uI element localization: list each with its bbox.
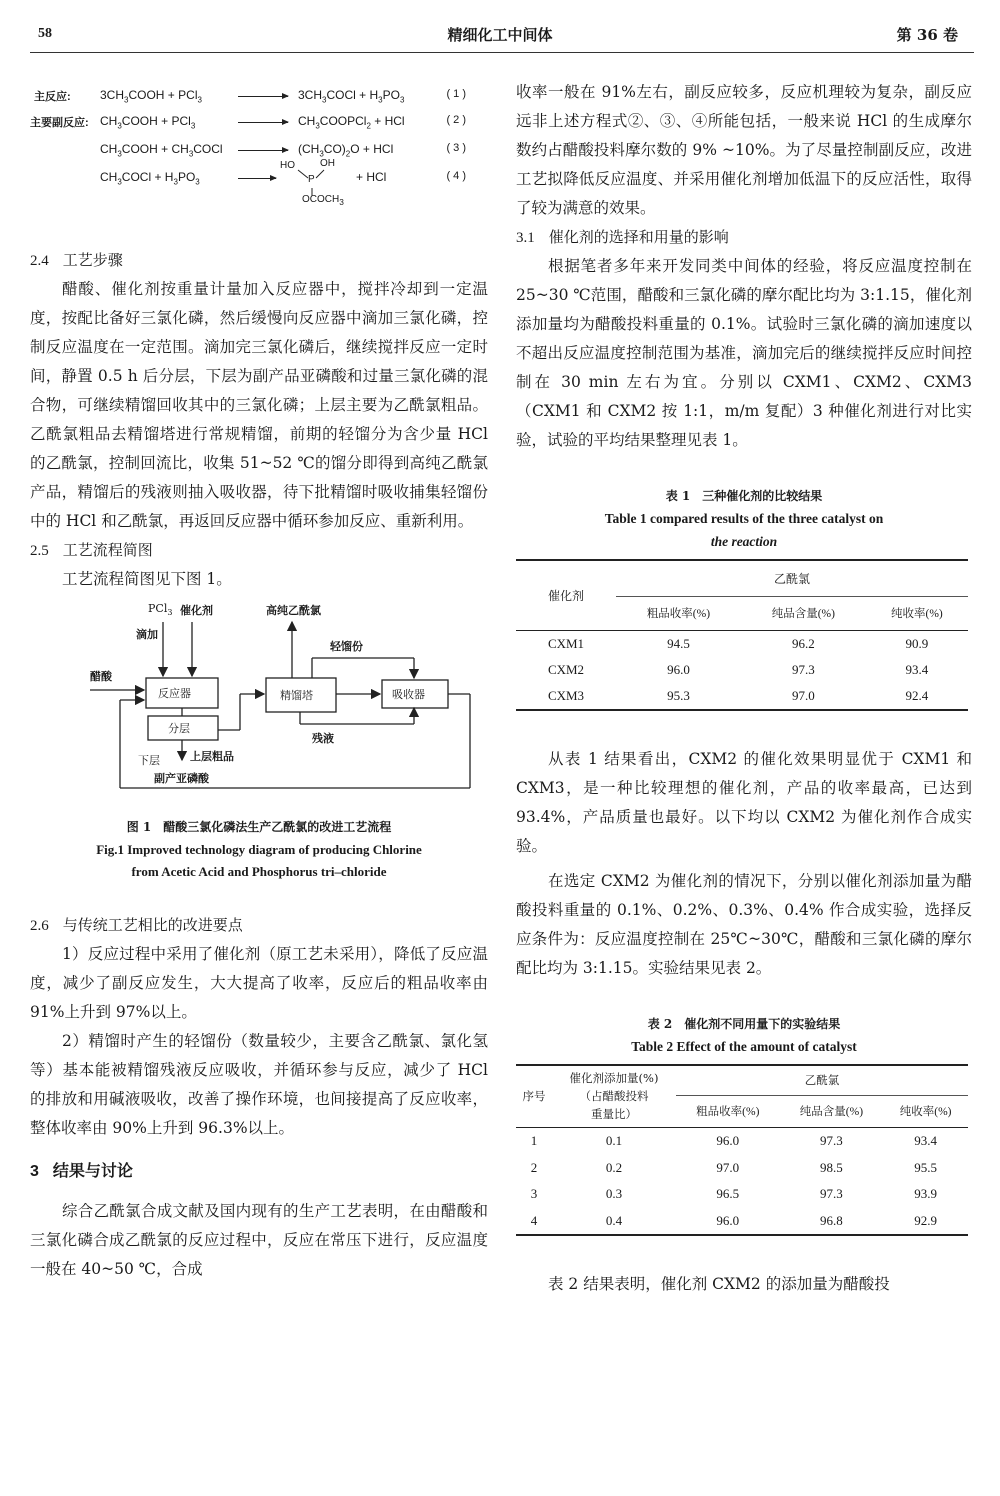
table-row (516, 1155, 968, 1181)
section-2-4-paragraph: 醋酸、催化剂按重量计量加入反应器中，搅拌冷却到一定温度，按配比备好三氯化磷，然后缓慢向反应器中滴加三氯化磷，控制反应温度在一定范围。滴加完三氯化磷后，继续搅拌反应一定时间，静置 0.5 h 后分层，下层为副产品亚磷酸和过量三氯化磷的混合物，可继续精馏回收其中的三氯化磷；上层主要为乙酰氯粗品。乙酰氯粗品去精馏塔进行常规精馏，前期的轻馏分为含少量 HCl 的乙酰氯，控制回流比，收集 51~52 ℃的馏分即得到高纯乙酰氯产品，精馏后的残液则抽入吸收器，待下批精馏时吸收捕集轻馏份中的 HCl 和乙酰氯，再返回反应器中循环参加反应、重新利用。 (30, 280, 488, 530)
table-cell: 93.9 (914, 1186, 937, 1201)
reaction-1-number: ( 1 ) (446, 88, 466, 100)
reaction-4 (30, 170, 488, 192)
flow-residue: 残液 (312, 732, 334, 745)
reaction-1 (30, 88, 488, 110)
table-cell: 95.3 (667, 687, 690, 703)
section-2-6-point-1: 1）反应过程中采用了催化剂（原工艺未采用），降低了反应温度，减少了副反应发生，大大提高了收率，反应后的粗品收率由 91%上升到 97%以上。 (30, 945, 488, 1021)
section-3-heading (30, 1157, 488, 1187)
table-cell: 0.4 (605, 1212, 623, 1228)
reaction-2-right: $CH_3COOPCl_2$ + HCl (298, 114, 405, 131)
table-2-header-purity: 纯品含量(%) (799, 1106, 864, 1118)
table-row (516, 658, 968, 682)
table-cell: 90.9 (905, 636, 929, 652)
table-2 (516, 1064, 968, 1236)
page-number: 58 (38, 26, 52, 41)
reaction-3-left: $CH_3COOH$ + $CH_3COCl$ (100, 142, 223, 159)
table-cell: 0.1 (605, 1133, 623, 1149)
table-1-header-net: 纯收率(%) (891, 608, 943, 620)
table-2-header-group: 乙酰氯 (676, 1065, 968, 1095)
table-1-title-zh: 表 1 三种催化剂的比较结果 (665, 489, 823, 503)
struct-bonds (280, 160, 370, 210)
table-cell: 97.3 (791, 662, 815, 677)
table-cell: 4 (530, 1212, 538, 1228)
table-2-header-no: 序号 (516, 1065, 552, 1127)
table-2-header-crude: 粗品收率(%) (696, 1106, 760, 1118)
reaction-2-left: $CH_3COOH + PCl_3$ (100, 114, 196, 131)
flow-reactor: 反应器 (158, 687, 191, 700)
main-reaction-label: 主反应: (34, 91, 71, 103)
flow-byproduct: 副产亚磷酸 (154, 772, 209, 785)
reaction-equations (30, 84, 488, 234)
paragraph-after-table-1: 从表 1 结果看出，CXM2 的催化效果明显优于 CXM1 和 CXM3，是一种比较理想的催化剂，产品的收率最高，已达到 93.4%，产品质量也最好。以下均以 CXM2 为催化剂作合成实验。 (516, 750, 972, 855)
struct-ho: HO (280, 160, 295, 171)
section-title: 工艺流程简图 (62, 541, 153, 559)
section-3-paragraph: 综合乙酰氯合成文献及国内现有的生产工艺表明，在由醋酸和三氯化磷合成乙酰氯的反应过程中，反应在常压下进行，反应温度一般在 40~50 ℃，合成 (30, 1202, 488, 1278)
table-cell: 96.0 (716, 1212, 740, 1228)
table-row (516, 1207, 968, 1235)
flow-light-fraction: 轻馏份 (330, 640, 363, 653)
left-column (30, 60, 488, 1284)
flow-catalyst: 催化剂 (180, 604, 213, 617)
table-cell: CXM3 (547, 687, 585, 703)
final-paragraph: 表 2 结果表明，催化剂 CXM2 的添加量为醋酸投 (548, 1275, 890, 1293)
reaction-3-number: ( 3 ) (446, 142, 466, 154)
table-cell: 0.2 (605, 1160, 623, 1175)
table-cell: 97.0 (791, 687, 815, 703)
reaction-arrow (238, 96, 288, 97)
flow-layering: 分层 (168, 722, 190, 735)
section-number: 2.4 (30, 253, 49, 269)
table-2-header-net: 纯收率(%) (899, 1106, 952, 1118)
flow-lines (30, 598, 488, 816)
flow-lower-layer: 下层 (138, 754, 160, 767)
phosphite-structure (280, 160, 370, 210)
table-cell: 96.8 (820, 1212, 843, 1228)
section-number: 2.6 (30, 918, 49, 934)
section-2-6-heading (30, 911, 488, 940)
table-2-block (516, 1013, 972, 1236)
paragraph-before-table-2: 在选定 CXM2 为催化剂的情况下，分别以催化剂添加量为醋酸投料重量的 0.1%、0.2%、0.3%、0.4% 作合成实验，选择反应条件为：反应温度控制在 25℃~30℃，醋酸和三氯化磷的摩尔配比均为 3:1.15。实验结果见表 2。 (516, 872, 972, 977)
running-header (0, 0, 1000, 60)
table-row (516, 1181, 968, 1207)
section-number: 3.1 (516, 230, 535, 246)
reaction-1-left: $3CH_3COOH + PCl_3$ (100, 88, 202, 105)
flow-acetic-acid: 醋酸 (90, 670, 112, 683)
section-number: 2.5 (30, 543, 49, 559)
reaction-4-number: ( 4 ) (446, 170, 466, 182)
table-1-header-crude: 粗品收率(%) (646, 608, 711, 620)
table-cell: 0.3 (605, 1186, 623, 1201)
table-cell: 93.4 (905, 662, 929, 677)
flow-high-purity: 高纯乙酰氯 (266, 604, 321, 617)
reaction-1-right: $3CH_3COCl + H_3PO_3$ (298, 88, 405, 105)
flow-column: 精馏塔 (280, 689, 313, 702)
side-reaction-label: 主要副反应: (30, 117, 89, 129)
table-cell: 93.4 (914, 1133, 937, 1149)
table-1-title-en-2: the reaction (710, 534, 778, 549)
continued-paragraph: 收率一般在 91%左右，副反应较多，反应机理较为复杂，副反应远非上述方程式②、③、④所能包括，一般来说 HCl 的生成摩尔数约占醋酸投料摩尔数的 9% ~10%。为了尽量控制副反应，改进工艺拟降低反应温度、并采用催化剂增加低温下的反应活性，取得了较为满意的效果。 (516, 83, 972, 217)
table-cell: 94.5 (667, 636, 690, 652)
table-cell: 2 (530, 1160, 538, 1175)
reaction-4-right: + HCl (356, 170, 387, 184)
table-cell: 97.3 (820, 1133, 843, 1149)
reaction-arrow (238, 150, 288, 151)
table-row (516, 682, 968, 710)
table-cell: CXM2 (547, 662, 585, 677)
figure-1-caption-zh: 图 1 醋酸三氯化磷法生产乙酰氯的改进工艺流程 (126, 820, 392, 834)
figure-1-caption-en-1: Fig.1 Improved technology diagram of producing Chlorine (96, 842, 422, 857)
table-1-header-group: 乙酰氯 (616, 560, 968, 596)
section-number: 3 (30, 1163, 39, 1180)
table-cell: 97.0 (716, 1160, 740, 1175)
section-2-6-point-2: 2）精馏时产生的轻馏份（数量较少，主要含乙酰氯、氯化氢等）基本能被精馏残液反应吸收，并循环参与反应，减少了 HCl 的排放和用碱液吸收，改善了操作环境，也间接提高了反应收率，整体收率由 90%上升到 96.3%以上。 (30, 1032, 488, 1137)
reaction-3-right: $(CH_3CO)_2O$ + HCl (298, 142, 394, 159)
process-flow-diagram (30, 598, 488, 816)
table-cell: 3 (530, 1186, 538, 1201)
struct-ococh3: $OCOCH_3$ (302, 194, 344, 207)
table-cell: 96.2 (791, 636, 815, 652)
volume-label: 第 36 卷 (896, 26, 958, 44)
reaction-arrow (238, 122, 288, 123)
section-2-4-heading (30, 246, 488, 275)
table-row (516, 1127, 968, 1155)
table-2-header-amount-line-2: （占醋酸投料 (579, 1089, 649, 1104)
reaction-2 (30, 114, 488, 136)
section-2-5-paragraph: 工艺流程简图见下图 1。 (62, 570, 232, 588)
table-1-header-catalyst: 催化剂 (516, 560, 616, 630)
table-2-title-zh: 表 2 催化剂不同用量下的实验结果 (647, 1017, 841, 1031)
reaction-4-left: $CH_3COCl + H_3PO_3$ (100, 170, 200, 187)
table-1-header-purity: 纯品含量(%) (771, 608, 835, 620)
table-cell: 92.9 (914, 1212, 937, 1228)
table-cell: 97.3 (820, 1186, 843, 1201)
journal-title: 精细化工中间体 (447, 26, 553, 44)
table-2-header-amount (552, 1065, 676, 1127)
table-2-header-amount-line-3: 重量比） (591, 1107, 637, 1122)
table-cell: 96.5 (716, 1186, 740, 1201)
section-title: 与传统工艺相比的改进要点 (62, 916, 243, 934)
table-cell: 92.4 (905, 687, 929, 703)
table-1 (516, 559, 968, 711)
table-2-header-amount-line-1: 催化剂添加量(%) (569, 1071, 659, 1086)
table-cell: CXM1 (547, 636, 585, 652)
section-3-1-heading (516, 223, 972, 252)
table-1-block (516, 485, 972, 711)
section-title: 工艺步骤 (62, 251, 123, 269)
figure-1-caption-en-2: from Acetic Acid and Phosphorus tri–chloride (131, 864, 387, 879)
reaction-2-number: ( 2 ) (446, 114, 466, 126)
right-column (516, 78, 972, 1299)
table-1-title-en-1: Table 1 compared results of the three catalyst on (604, 511, 884, 526)
table-2-title-en: Table 2 Effect of the amount of catalyst (631, 1039, 857, 1054)
section-3-1-paragraph: 根据笔者多年来开发同类中间体的经验，将反应温度控制在 25~30 ℃范围，醋酸和三氯化磷的摩尔配比均为 3:1.15，催化剂添加量均为醋酸投料重量的 0.1%。试验时三氯化磷的滴加速度以不超出反应温度控制范围为基准，滴加完后的继续搅拌反应时间控制在 30 min 左右为宜。分别以 CXM1、CXM2、CXM3（CXM1 和 CXM2 按 1:1，m/m 复配）3 种催化剂进行对比实验，试验的平均结果整理见表 1。 (516, 257, 972, 449)
section-title: 催化剂的选择和用量的影响 (548, 228, 729, 246)
section-2-5-heading (30, 536, 488, 565)
header-rule (30, 52, 974, 53)
table-cell: 95.5 (914, 1160, 937, 1175)
struct-p: P (308, 174, 315, 185)
table-row (516, 630, 968, 658)
flow-pcl3: PCl$_3$ (148, 602, 173, 618)
flow-absorber: 吸收器 (392, 688, 425, 701)
section-title: 结果与讨论 (52, 1163, 133, 1180)
table-cell: 98.5 (820, 1160, 843, 1175)
flow-upper-crude: 上层粗品 (190, 750, 234, 763)
table-cell: 1 (530, 1133, 538, 1149)
flow-drip: 滴加 (136, 628, 158, 641)
table-cell: 96.0 (716, 1133, 740, 1149)
reaction-3 (30, 142, 488, 164)
table-cell: 96.0 (667, 662, 690, 677)
struct-oh: OH (320, 158, 335, 169)
reaction-arrow (238, 178, 276, 179)
